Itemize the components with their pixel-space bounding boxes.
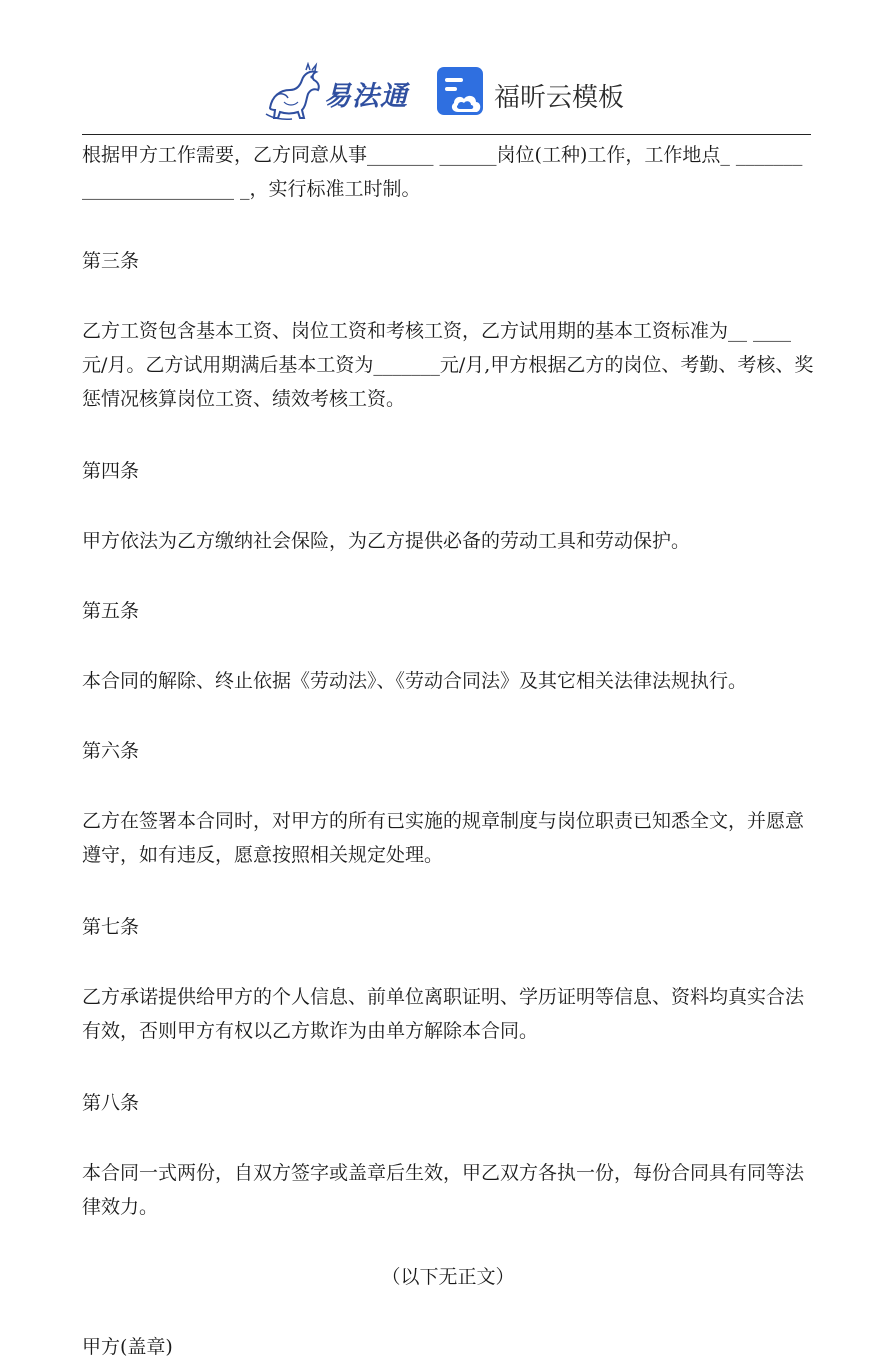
article-8-body: 本合同一式两份，自双方签字或盖章后生效，甲乙双方各执一份，每份合同具有同等法律效力。 [82,1162,805,1218]
article-4-title: 第四条 [82,460,140,482]
yifatong-logo [262,62,422,122]
document-body [82,138,814,1364]
article-5-body: 本合同的解除、终止依据《劳动法》、《劳动合同法》及其它相关法律法规执行。 [82,670,748,692]
header-divider [82,134,811,135]
end-of-text-note: （以下无正文） [381,1266,515,1288]
party-a-signature-label: 甲方(盖章) [82,1336,173,1358]
page-header [0,60,893,124]
article-7-body: 乙方承诺提供给甲方的个人信息、前单位离职证明、学历证明等信息、资料均真实合法有效，否则甲方有权以乙方欺诈为由单方解除本合同。 [82,986,805,1042]
article-3-title: 第三条 [82,250,140,272]
qilin-logo-icon [262,62,324,122]
article-5-title: 第五条 [82,600,140,622]
article-3-body: 乙方工资包含基本工资、岗位工资和考核工资，乙方试用期的基本工资标准为__ ____元/月。乙方试用期满后基本工资为_______元/月,甲方根据乙方的岗位、考勤、考核、奖惩情况核算岗位工资、绩效考核工资。 [82,320,814,410]
yifatong-logo-text: 易法通 [324,81,408,112]
fuxin-cloud-doc-icon [436,66,486,118]
article-6-body: 乙方在签署本合同时，对甲方的所有已实施的规章制度与岗位职责已知悉全文，并愿意遵守，如有违反，愿意按照相关规定处理。 [82,810,805,866]
article-6-title: 第六条 [82,740,140,762]
work-position-paragraph: 根据甲方工作需要，乙方同意从事_______ ______岗位(工种)工作，工作地点_ _______ ________________ _，实行标准工时制。 [82,144,803,200]
article-8-title: 第八条 [82,1092,140,1114]
fuxin-logo-text: 福昕云模板 [494,83,625,113]
article-7-title: 第七条 [82,916,140,938]
article-4-body: 甲方依法为乙方缴纳社会保险，为乙方提供必备的劳动工具和劳动保护。 [82,530,691,552]
